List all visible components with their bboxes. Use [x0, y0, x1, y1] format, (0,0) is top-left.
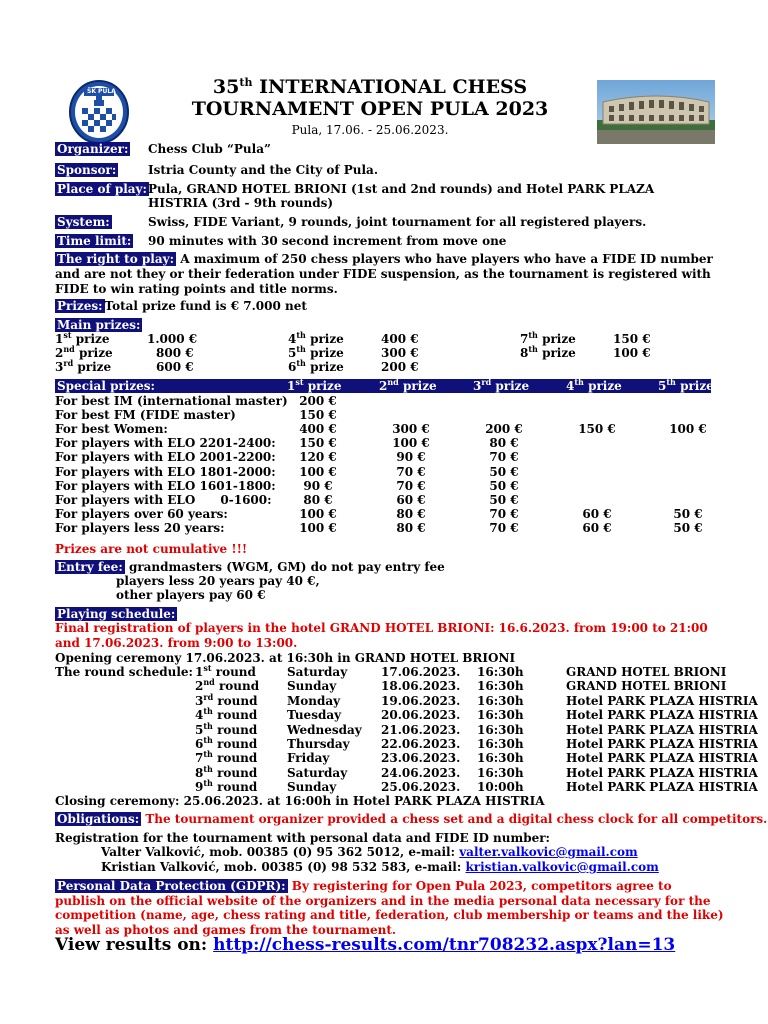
main-prize-8: 8th prize: [520, 344, 576, 360]
special-prize-name: For players with ELO 2001-2200:: [55, 450, 276, 465]
main-prize-3-value: 600 €: [156, 360, 194, 374]
main-prizes-label: Main prizes:: [57, 318, 141, 332]
special-header-3: 3rd prize: [473, 377, 530, 393]
round-venue: Hotel PARK PLAZA HISTRIA: [566, 737, 758, 751]
info-value: Istria County and the City of Pula.: [148, 163, 378, 177]
info-label: Organizer:: [57, 142, 129, 156]
round-venue: Hotel PARK PLAZA HISTRIA: [566, 780, 758, 795]
contact-text: Valter Valković, mob. 00385 (0) 95 362 5012, e-mail:: [101, 845, 460, 859]
obligations: [55, 812, 767, 826]
right-to-play-text: A maximum of 250 chess players who have players who have a FIDE ID number and are not they or their federation under FIDE suspension, as the tournament is registered with FIDE to win rating points and title norms.: [55, 252, 713, 296]
special-prize-value: 60 €: [582, 506, 612, 521]
round-venue: Hotel PARK PLAZA HISTRIA: [566, 765, 758, 780]
main-prize-5: 5th prize: [288, 344, 344, 360]
round-schedule-label: The round schedule:: [55, 665, 193, 679]
round-number: 1st round: [195, 663, 256, 679]
special-prize-value: 60 €: [396, 492, 426, 507]
main-prize-2-value: 800 €: [156, 346, 194, 360]
special-prize-value: 80 €: [396, 520, 426, 535]
round-number: 7th round: [195, 749, 258, 766]
round-venue: GRAND HOTEL BRIONI: [566, 665, 727, 679]
round-date: 17.06.2023.: [381, 665, 461, 679]
round-time: 16:30h: [477, 679, 524, 694]
not-cumulative-note: Prizes are not cumulative !!!: [55, 542, 248, 556]
info-label: Place of play:: [57, 182, 147, 196]
email-link[interactable]: kristian.valkovic@gmail.com: [465, 860, 659, 874]
right-to-play: [55, 252, 715, 297]
info-value: Chess Club “Pula”: [148, 142, 271, 156]
entry-fee-line: players less 20 years pay 40 €,: [116, 574, 320, 588]
results-label: View results on:: [55, 935, 214, 955]
round-date: 19.06.2023.: [381, 693, 461, 708]
special-prize-value: 200 €: [485, 422, 523, 437]
special-prize-value: 70 €: [489, 506, 519, 521]
main-prize-4: 4th prize: [288, 330, 344, 346]
special-prize-value: 150 €: [578, 422, 616, 437]
round-day: Sunday: [287, 679, 337, 694]
special-prize-value: 100 €: [392, 436, 430, 451]
round-day: Friday: [287, 751, 330, 766]
special-prize-value: 60 €: [582, 520, 612, 535]
special-prize-name: For players over 60 years:: [55, 506, 228, 521]
special-prize-name: For best IM (international master): [55, 394, 288, 408]
entry-fee-line: other players pay 60 €: [116, 588, 266, 602]
entry-fee-line: grandmasters (WGM, GM) do not pay entry fee: [128, 560, 445, 574]
club-logo: [68, 78, 130, 144]
special-prize-value: 50 €: [489, 492, 519, 507]
round-day: Sunday: [287, 780, 337, 795]
round-date: 25.06.2023.: [381, 780, 461, 795]
special-prize-value: 300 €: [392, 422, 430, 437]
closing-ceremony: Closing ceremony: 25.06.2023. at 16:00h in Hotel PARK PLAZA HISTRIA: [55, 794, 545, 808]
special-prize-name: For players less 20 years:: [55, 520, 225, 535]
special-prize-value: 80 €: [489, 436, 519, 451]
special-prize-value: 70 €: [396, 478, 426, 493]
special-prize-value: 80 €: [396, 506, 426, 521]
info-value: Pula, GRAND HOTEL BRIONI (1st and 2nd rounds) and Hotel PARK PLAZA HISTRIA (3rd - 9th rounds): [148, 182, 655, 210]
main-prize-1-value: 1.000 €: [147, 332, 198, 346]
special-prize-value: 90 €: [396, 450, 426, 465]
obligations-text: The tournament organizer provided a chess set and a digital chess clock for all competitors.: [145, 812, 768, 826]
special-prize-value: 50 €: [673, 520, 703, 535]
main-prize-6: 6th prize: [288, 358, 344, 374]
round-time: 16:30h: [477, 737, 524, 751]
round-venue: Hotel PARK PLAZA HISTRIA: [566, 708, 758, 723]
round-date: 18.06.2023.: [381, 679, 461, 694]
round-time: 16:30h: [477, 708, 524, 723]
special-prize-value: 70 €: [489, 450, 519, 465]
info-label: System:: [57, 215, 110, 229]
page-title: [150, 76, 590, 120]
round-day: Tuesday: [287, 708, 342, 723]
round-date: 21.06.2023.: [381, 722, 461, 737]
round-date: 22.06.2023.: [381, 737, 461, 751]
contact-valter: [101, 845, 638, 859]
contact-text: Kristian Valković, mob. 00385 (0) 98 532 583, e-mail:: [101, 860, 466, 874]
special-prize-value: 90 €: [303, 478, 333, 493]
round-number: 9th round: [195, 778, 258, 795]
round-day: Thursday: [287, 737, 350, 751]
special-prize-value: 80 €: [303, 492, 333, 507]
main-prize-3: 3rd prize: [55, 358, 112, 374]
special-prize-value: 50 €: [673, 506, 703, 521]
prizes-text: Total prize fund is € 7.000 net: [104, 299, 307, 313]
special-prize-value: 70 €: [489, 520, 519, 535]
special-prize-value: 150 €: [299, 408, 337, 423]
special-header-5: 5th prize: [658, 377, 714, 393]
info-value: Swiss, FIDE Variant, 9 rounds, joint tournament for all registered players.: [148, 215, 647, 229]
title-line1: INTERNATIONAL CHESS: [259, 76, 528, 98]
gdpr-label: Personal Data Protection (GDPR):: [57, 879, 286, 893]
special-prize-value: 200 €: [299, 394, 337, 408]
special-header-1: 1st prize: [287, 377, 342, 393]
round-time: 16:30h: [477, 751, 524, 766]
round-venue: Hotel PARK PLAZA HISTRIA: [566, 693, 758, 708]
obligations-label: Obligations:: [57, 812, 140, 826]
special-header-4: 4th prize: [566, 377, 622, 393]
round-time: 16:30h: [477, 693, 524, 708]
round-time: 16:30h: [477, 765, 524, 780]
special-prize-name: For best Women:: [55, 422, 168, 437]
info-label: Sponsor:: [57, 163, 117, 177]
special-prize-value: 150 €: [299, 436, 337, 451]
round-venue: Hotel PARK PLAZA HISTRIA: [566, 751, 758, 766]
prizes-fund: [55, 299, 307, 313]
prizes-label: Prizes:: [57, 299, 103, 313]
results-line: [55, 935, 675, 955]
title-sup: th: [239, 76, 253, 89]
entry-fee: [55, 560, 445, 574]
main-prize-7-value: 150 €: [613, 332, 651, 346]
title-number: 35: [212, 76, 240, 98]
gdpr-notice: [55, 879, 725, 937]
playing-schedule-label: Playing schedule:: [57, 607, 176, 621]
special-prize-value: 50 €: [489, 478, 519, 493]
registration-intro: Registration for the tournament with personal data and FIDE ID number:: [55, 831, 550, 845]
info-value: 90 minutes with 30 second increment from move one: [148, 234, 507, 248]
email-link[interactable]: valter.valkovic@gmail.com: [459, 845, 638, 859]
main-prize-1: 1st prize: [55, 330, 110, 346]
final-registration: Final registration of players in the hotel GRAND HOTEL BRIONI: 16.6.2023. from 19:00 to 21:00 and 17.06.2023. from 9:00 to 13:00.: [55, 621, 708, 650]
main-prize-8-value: 100 €: [613, 346, 651, 360]
special-prize-value: 70 €: [396, 464, 426, 479]
round-number: 8th round: [195, 763, 258, 780]
round-day: Saturday: [287, 665, 348, 679]
main-prize-2: 2nd prize: [55, 344, 113, 360]
special-prize-value: 400 €: [299, 422, 337, 437]
opening-ceremony: Opening ceremony 17.06.2023. at 16:30h in GRAND HOTEL BRIONI: [55, 651, 516, 665]
special-prize-value: 100 €: [669, 422, 707, 437]
results-link[interactable]: http://chess-results.com/tnr708232.aspx?lan=13: [213, 935, 676, 955]
main-prize-5-value: 300 €: [381, 346, 419, 360]
round-number: 5th round: [195, 720, 258, 737]
tournament-dates: Pula, 17.06. - 25.06.2023.: [291, 123, 449, 137]
right-to-play-label: The right to play:: [57, 252, 175, 266]
special-prize-value: 120 €: [299, 450, 337, 465]
gdpr-text: By registering for Open Pula 2023, competitors agree to publish on the official website of the organizers and in the media personal data necessary for the competition (name, age, chess rating and title, federation, club membership or teams and the like) as well as photos and games from the tournament.: [55, 879, 724, 937]
round-time: 10:00h: [477, 780, 524, 795]
main-prize-4-value: 400 €: [381, 332, 419, 346]
arena-photo: [597, 80, 715, 144]
round-number: 2nd round: [195, 677, 260, 694]
info-label: Time limit:: [57, 234, 132, 248]
contact-kristian: [101, 860, 659, 874]
round-date: 23.06.2023.: [381, 751, 461, 766]
round-day: Wednesday: [287, 722, 362, 737]
round-number: 6th round: [195, 735, 258, 751]
special-prize-name: For players with ELO 2201-2400:: [55, 436, 276, 451]
special-header-2: 2nd prize: [379, 377, 437, 393]
special-prize-value: 100 €: [299, 464, 337, 479]
special-prize-name: For players with ELO 1601-1800:: [55, 478, 276, 493]
round-day: Monday: [287, 693, 341, 708]
special-prize-value: 50 €: [489, 464, 519, 479]
round-time: 16:30h: [477, 722, 524, 737]
special-prize-name: For best FM (FIDE master): [55, 408, 236, 423]
round-day: Saturday: [287, 765, 348, 780]
main-prize-6-value: 200 €: [381, 360, 419, 374]
round-venue: Hotel PARK PLAZA HISTRIA: [566, 722, 758, 737]
main-prize-7: 7th prize: [520, 330, 576, 346]
special-prizes-header: [55, 377, 714, 393]
special-prize-value: 100 €: [299, 506, 337, 521]
round-number: 4th round: [195, 706, 258, 723]
entry-fee-label: Entry fee:: [57, 560, 123, 574]
special-prizes-label: Special prizes:: [57, 379, 155, 393]
round-date: 20.06.2023.: [381, 708, 461, 723]
special-prize-name: For players with ELO 1801-2000:: [55, 464, 276, 479]
title-line2: TOURNAMENT OPEN PULA 2023: [191, 98, 549, 120]
round-time: 16:30h: [477, 665, 524, 679]
round-venue: GRAND HOTEL BRIONI: [566, 679, 727, 694]
logo-text: ŠK PULA: [87, 88, 116, 95]
special-prize-value: 100 €: [299, 520, 337, 535]
round-date: 24.06.2023.: [381, 765, 461, 780]
special-prize-name: For players with ELO 0-1600:: [55, 492, 272, 507]
round-number: 3rd round: [195, 691, 258, 708]
